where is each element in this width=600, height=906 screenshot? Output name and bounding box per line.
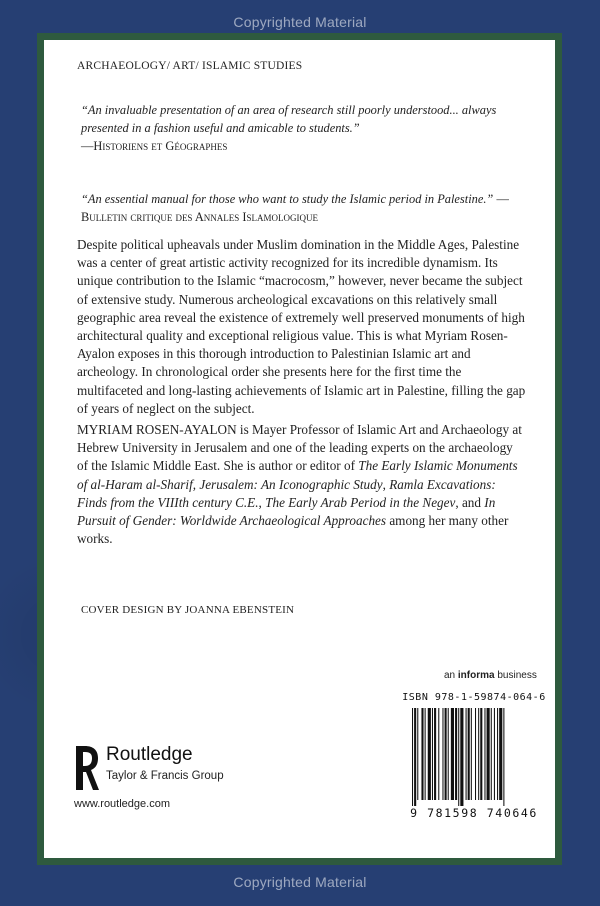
informa-prefix: an xyxy=(444,670,458,681)
informa-brand: informa xyxy=(457,670,495,681)
review-quote-2 xyxy=(81,190,521,226)
barcode-icon xyxy=(412,708,536,806)
back-cover-panel xyxy=(44,40,555,858)
isbn-label: ISBN 978-1-59874-064-6 xyxy=(402,692,546,703)
author-work-4: In Pursuit of Gender: Worldwide Archaeological Approaches xyxy=(77,494,496,529)
author-work-2: Ramla Excavations: Finds from the VIIIth century C.E. xyxy=(77,476,496,510)
author-bio xyxy=(77,421,527,548)
author-bio-sep-3: , and xyxy=(455,494,485,510)
author-bio-outro: among her many other works. xyxy=(77,513,509,547)
publisher-group: Taylor & Francis Group xyxy=(106,770,224,782)
review-quote-2-dash: — xyxy=(496,192,509,206)
review-quote-1 xyxy=(81,101,521,155)
copyright-watermark-top: Copyrighted Material xyxy=(233,14,367,30)
routledge-logo-icon xyxy=(74,744,100,792)
book-description: Despite political upheavals under Muslim domination in the Middle Ages, Palestine was a center of great artistic activity recognized for its incredible dynamism. Its unique contribution to the Islamic “macrocosm,” however, never became the subject of extensive study. Numerous archeological excavations on this relatively small geographic area reveal the existence of extremely well preserved monuments of high architectural quality and exceptional religious value. This is what Myriam Rosen-Ayalon exposes in this thorough introduction to Palestinian Islamic art and archeology. In chronological order she presents here for the first time the multifaceted and long-lasting achievements of Islamic art in Palestine, filling the gap of years of neglect on the subject. xyxy=(77,237,526,416)
publisher-url[interactable]: www.routledge.com xyxy=(74,798,170,810)
review-quote-1-dash: — xyxy=(81,139,94,153)
author-work-1: The Early Islamic Monuments of al-Haram al-Sharif, Jerusalem: An Iconographic Study xyxy=(77,458,518,492)
review-quote-2-text: “An essential manual for those who want to study the Islamic period in Palestine.” xyxy=(81,192,494,206)
review-quote-2-source: Bulletin critique des Annales Islamologique xyxy=(81,210,319,224)
review-quote-1-text: “An invaluable presentation of an area of research still poorly understood... always presented in a fashion useful and amicable to students.” xyxy=(81,103,497,135)
isbn-barcode-block xyxy=(394,686,554,846)
author-bio-sep-2: , xyxy=(258,494,266,510)
author-work-3: The Early Arab Period in the Negev xyxy=(265,494,456,510)
author-bio-intro: MYRIAM ROSEN-AYALON is Mayer Professor of Islamic Art and Archaeology at Hebrew University in Jerusalem and one of the leading experts on the archaeology of the Islamic Middle East. She is author or editor of xyxy=(77,422,522,474)
author-bio-sep-1: , xyxy=(382,476,390,492)
review-quote-1-source: Historiens et Géographes xyxy=(93,139,228,153)
cover-design-credit: COVER DESIGN BY JOANNA EBENSTEIN xyxy=(81,604,295,616)
informa-suffix: business xyxy=(494,670,537,681)
subject-category: ARCHAEOLOGY/ ART/ ISLAMIC STUDIES xyxy=(77,60,303,72)
publisher-name: Routledge xyxy=(106,744,193,765)
informa-business-tag xyxy=(444,670,537,681)
copyright-watermark-bottom: Copyrighted Material xyxy=(233,874,367,890)
barcode-digits: 9 781598 740646 xyxy=(410,806,538,820)
